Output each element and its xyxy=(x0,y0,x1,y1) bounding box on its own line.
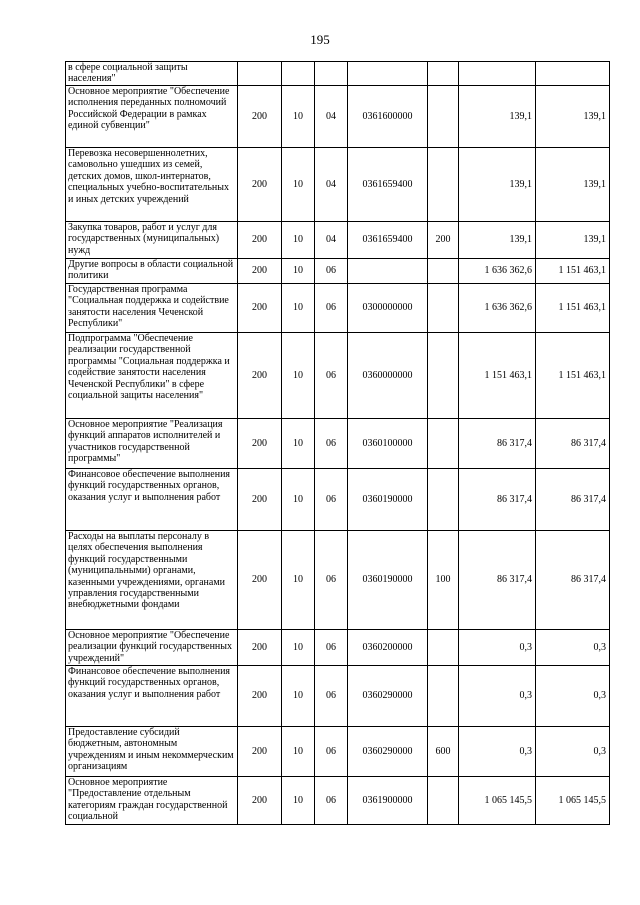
subsection-code-cell: 06 xyxy=(315,419,348,469)
amount-year2-cell: 139,1 xyxy=(536,222,610,259)
ministry-code-cell: 200 xyxy=(238,531,282,630)
amount-year2-cell: 0,3 xyxy=(536,630,610,666)
expense-name-cell: Основное мероприятие "Обеспечение исполнения переданных полномочий Российской Федерации в рамках единой субвенции" xyxy=(66,86,238,148)
target-article-cell: 0361900000 xyxy=(348,777,428,825)
ministry-code-cell: 200 xyxy=(238,222,282,259)
target-article-cell: 0361659400 xyxy=(348,148,428,222)
expense-type-cell xyxy=(428,666,459,727)
table-row xyxy=(66,469,610,531)
target-article-cell: 0361600000 xyxy=(348,86,428,148)
amount-year1-cell: 139,1 xyxy=(459,222,536,259)
budget-table xyxy=(65,61,610,825)
section-code-cell: 10 xyxy=(282,777,315,825)
expense-type-cell: 200 xyxy=(428,222,459,259)
ministry-code-cell: 200 xyxy=(238,469,282,531)
amount-year2-cell: 86 317,4 xyxy=(536,469,610,531)
ministry-code-cell: 200 xyxy=(238,630,282,666)
amount-year1-cell: 1 065 145,5 xyxy=(459,777,536,825)
amount-year2-cell: 0,3 xyxy=(536,666,610,727)
section-code-cell: 10 xyxy=(282,630,315,666)
amount-year2-cell: 1 065 145,5 xyxy=(536,777,610,825)
subsection-code-cell: 06 xyxy=(315,531,348,630)
section-code-cell: 10 xyxy=(282,727,315,777)
section-code-cell: 10 xyxy=(282,222,315,259)
subsection-code-cell: 04 xyxy=(315,86,348,148)
target-article-cell: 0360200000 xyxy=(348,630,428,666)
subsection-code-cell: 06 xyxy=(315,259,348,284)
amount-year1-cell: 1 636 362,6 xyxy=(459,259,536,284)
table-row xyxy=(66,333,610,419)
ministry-code-cell: 200 xyxy=(238,148,282,222)
amount-year2-cell: 1 151 463,1 xyxy=(536,333,610,419)
amount-year1-cell: 139,1 xyxy=(459,86,536,148)
page-number: 195 xyxy=(310,32,330,47)
section-code-cell: 10 xyxy=(282,469,315,531)
expense-type-cell xyxy=(428,259,459,284)
expense-type-cell xyxy=(428,86,459,148)
amount-year1-cell: 0,3 xyxy=(459,727,536,777)
section-code-cell: 10 xyxy=(282,333,315,419)
expense-type-cell xyxy=(428,630,459,666)
target-article-cell: 0360100000 xyxy=(348,419,428,469)
expense-name-cell: Расходы на выплаты персоналу в целях обеспечения выполнения функций государственными (муниципальными) органами, казенными учреждениями, органами управления государственными внебюджетными фондами xyxy=(66,531,238,630)
table-row xyxy=(66,531,610,630)
table-row xyxy=(66,666,610,727)
target-article-cell: 0360290000 xyxy=(348,666,428,727)
expense-name-cell: Подпрограмма "Обеспечение реализации государственной программы "Социальная поддержка и содействие занятости населения Чеченской Республики" в сфере социальной защиты населения" xyxy=(66,333,238,419)
section-code-cell: 10 xyxy=(282,86,315,148)
subsection-code-cell: 06 xyxy=(315,284,348,333)
expense-type-cell xyxy=(428,469,459,531)
table-row xyxy=(66,62,610,86)
subsection-code-cell: 06 xyxy=(315,333,348,419)
ministry-code-cell: 200 xyxy=(238,419,282,469)
expense-type-cell xyxy=(428,333,459,419)
amount-year1-cell: 86 317,4 xyxy=(459,469,536,531)
amount-year2-cell: 139,1 xyxy=(536,148,610,222)
amount-year1-cell: 86 317,4 xyxy=(459,419,536,469)
section-code-cell: 10 xyxy=(282,148,315,222)
expense-name-cell: Основное мероприятие "Обеспечение реализации функций государственных учреждений" xyxy=(66,630,238,666)
table-row xyxy=(66,222,610,259)
subsection-code-cell: 04 xyxy=(315,222,348,259)
section-code-cell: 10 xyxy=(282,666,315,727)
section-code-cell: 10 xyxy=(282,419,315,469)
amount-year1-cell: 139,1 xyxy=(459,148,536,222)
subsection-code-cell: 06 xyxy=(315,666,348,727)
expense-type-cell: 100 xyxy=(428,531,459,630)
amount-year2-cell: 86 317,4 xyxy=(536,531,610,630)
amount-year1-cell: 1 636 362,6 xyxy=(459,284,536,333)
section-code-cell: 10 xyxy=(282,284,315,333)
table-row xyxy=(66,148,610,222)
table-row xyxy=(66,419,610,469)
subsection-code-cell: 06 xyxy=(315,777,348,825)
section-code-cell: 10 xyxy=(282,531,315,630)
target-article-cell: 0300000000 xyxy=(348,284,428,333)
expense-name-cell: Государственная программа "Социальная поддержка и содействие занятости населения Чеченской Республики" xyxy=(66,284,238,333)
expense-type-cell xyxy=(428,777,459,825)
ministry-code-cell: 200 xyxy=(238,666,282,727)
expense-name-cell: Перевозка несовершеннолетних, самовольно ушедших из семей, детских домов, школ-интернатов, специальных учебно-воспитательных и иных детских учреждений xyxy=(66,148,238,222)
ministry-code-cell xyxy=(238,62,282,86)
table-row xyxy=(66,86,610,148)
table-row xyxy=(66,727,610,777)
subsection-code-cell: 06 xyxy=(315,727,348,777)
ministry-code-cell: 200 xyxy=(238,777,282,825)
amount-year1-cell: 0,3 xyxy=(459,666,536,727)
expense-type-cell xyxy=(428,284,459,333)
expense-name-cell: Предоставление субсидий бюджетным, автономным учреждениям и иным некоммерческим организациям xyxy=(66,727,238,777)
subsection-code-cell: 04 xyxy=(315,148,348,222)
subsection-code-cell: 06 xyxy=(315,630,348,666)
amount-year1-cell: 86 317,4 xyxy=(459,531,536,630)
amount-year2-cell: 0,3 xyxy=(536,727,610,777)
target-article-cell: 0360190000 xyxy=(348,469,428,531)
target-article-cell: 0360000000 xyxy=(348,333,428,419)
expense-name-cell: Финансовое обеспечение выполнения функций государственных органов, оказания услуг и выполнения работ xyxy=(66,666,238,727)
expense-name-cell: Другие вопросы в области социальной политики xyxy=(66,259,238,284)
subsection-code-cell xyxy=(315,62,348,86)
expense-name-cell: Основное мероприятие "Предоставление отдельным категориям граждан государственной социальной xyxy=(66,777,238,825)
expense-type-cell xyxy=(428,148,459,222)
amount-year2-cell: 86 317,4 xyxy=(536,419,610,469)
amount-year1-cell: 0,3 xyxy=(459,630,536,666)
expense-name-cell: Основное мероприятие "Реализация функций аппаратов исполнителей и участников государственной программы" xyxy=(66,419,238,469)
amount-year2-cell: 1 151 463,1 xyxy=(536,259,610,284)
table-row xyxy=(66,777,610,825)
expense-type-cell xyxy=(428,62,459,86)
table-row xyxy=(66,284,610,333)
table-row xyxy=(66,259,610,284)
expense-name-cell: в сфере социальной защиты населения" xyxy=(66,62,238,86)
subsection-code-cell: 06 xyxy=(315,469,348,531)
target-article-cell: 0360190000 xyxy=(348,531,428,630)
ministry-code-cell: 200 xyxy=(238,727,282,777)
section-code-cell xyxy=(282,62,315,86)
table-body xyxy=(66,62,610,825)
amount-year1-cell: 1 151 463,1 xyxy=(459,333,536,419)
target-article-cell xyxy=(348,259,428,284)
target-article-cell: 0360290000 xyxy=(348,727,428,777)
ministry-code-cell: 200 xyxy=(238,259,282,284)
expense-type-cell xyxy=(428,419,459,469)
amount-year2-cell: 1 151 463,1 xyxy=(536,284,610,333)
table-row xyxy=(66,630,610,666)
expense-name-cell: Закупка товаров, работ и услуг для государственных (муниципальных) нужд xyxy=(66,222,238,259)
ministry-code-cell: 200 xyxy=(238,333,282,419)
ministry-code-cell: 200 xyxy=(238,284,282,333)
expense-name-cell: Финансовое обеспечение выполнения функций государственных органов, оказания услуг и выполнения работ xyxy=(66,469,238,531)
target-article-cell xyxy=(348,62,428,86)
section-code-cell: 10 xyxy=(282,259,315,284)
amount-year1-cell xyxy=(459,62,536,86)
amount-year2-cell xyxy=(536,62,610,86)
ministry-code-cell: 200 xyxy=(238,86,282,148)
target-article-cell: 0361659400 xyxy=(348,222,428,259)
expense-type-cell: 600 xyxy=(428,727,459,777)
amount-year2-cell: 139,1 xyxy=(536,86,610,148)
